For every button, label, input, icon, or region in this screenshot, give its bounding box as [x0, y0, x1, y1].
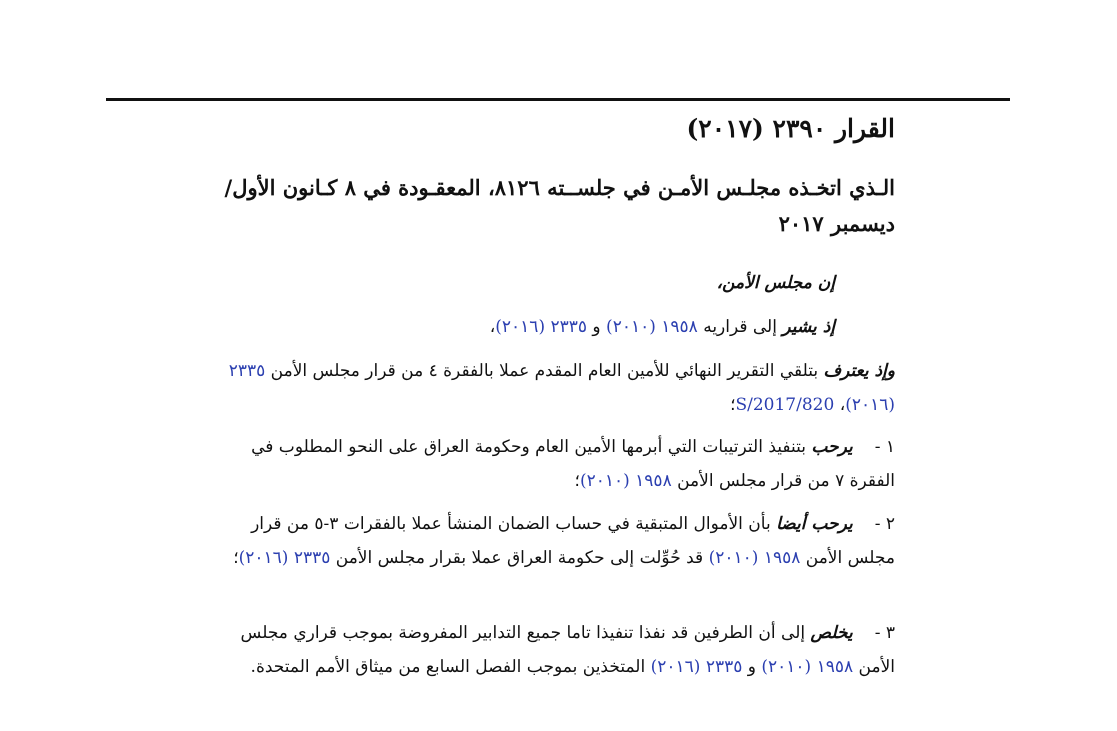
- operative-3-text: إلى أن الطرفين قد نفذا تنفيذا تاما جميع التدابير المفروضة بموجب قراري مجلس الأمن: [240, 623, 895, 677]
- preamble-2-mid: ،: [834, 395, 846, 415]
- preamble-2-ref-report[interactable]: S/2017/820: [735, 395, 835, 415]
- operative-3-ref-2335[interactable]: ٢٣٣٥ (٢٠١٦): [650, 657, 743, 677]
- operative-2-ref-1958[interactable]: ١٩٥٨ (٢٠١٠): [708, 548, 801, 568]
- operative-1-end: ؛: [574, 471, 580, 491]
- operative-3-end: المتخذين بموجب الفصل السابع من ميثاق الأمم المتحدة.: [250, 657, 651, 677]
- preamble-2-end: ؛: [730, 395, 736, 415]
- operative-1-text: بتنفيذ الترتيبات التي أبرمها الأمين العام وحكومة العراق على النحو المطلوب في الفقرة ٧ من قرار مجلس الأمن: [251, 437, 895, 491]
- preamble-2-text: بتلقي التقرير النهائي للأمين العام المقدم عملا بالفقرة ٤ من قرار مجلس الأمن: [265, 361, 824, 381]
- operative-1-number: ١ -: [874, 437, 895, 457]
- document-subtitle: الـذي اتخـذه مجلـس الأمـن في جلســته ٨١٢٦، المعقـودة في ٨ كـانون الأول/ ديسمبر ٢٠١٧: [224, 175, 895, 236]
- preamble-paragraph-1: [163, 310, 895, 344]
- operative-2-opener: يرحب أيضا: [776, 514, 853, 534]
- preamble-intro-text: إن مجلس الأمن،: [716, 273, 835, 293]
- operative-paragraph-2: [223, 507, 895, 575]
- operative-3-ref-1958[interactable]: ١٩٥٨ (٢٠١٠): [761, 657, 854, 677]
- operative-2-text: بأن الأموال المتبقية في حساب الضمان المنشأ عملا بالفقرات ٣-٥ من قرار مجلس الأمن: [251, 514, 895, 568]
- preamble-2-opener: وإذ يعترف: [823, 361, 895, 381]
- operative-1-opener: يرحب: [811, 437, 853, 457]
- preamble-1-end: ،: [489, 317, 496, 337]
- operative-paragraph-3: [223, 616, 895, 684]
- document-title: القرار ٢٣٩٠ (٢٠١٧): [686, 114, 895, 143]
- header-rule: [106, 98, 1010, 101]
- operative-2-end: ؛: [233, 548, 239, 568]
- preamble-1-opener: إذ يشير: [782, 317, 835, 337]
- preamble-1-ref-2335[interactable]: ٢٣٣٥ (٢٠١٦): [495, 317, 588, 337]
- operative-paragraph-1: [223, 430, 895, 498]
- operative-3-number: ٣ -: [874, 623, 895, 643]
- operative-3-opener: يخلص: [810, 623, 853, 643]
- preamble-intro: [163, 266, 895, 300]
- preamble-paragraph-2: [223, 354, 895, 422]
- operative-2-number: ٢ -: [874, 514, 895, 534]
- preamble-1-text: إلى قراريه: [697, 317, 783, 337]
- operative-3-mid: و: [742, 657, 762, 677]
- preamble-2-ref-2335[interactable]: ٢٣٣٥ (٢٠١٦): [228, 361, 895, 415]
- preamble-1-mid: و: [587, 317, 607, 337]
- operative-2-ref-2335[interactable]: ٢٣٣٥ (٢٠١٦): [238, 548, 331, 568]
- preamble-1-ref-1958[interactable]: ١٩٥٨ (٢٠١٠): [606, 317, 698, 337]
- operative-1-ref-1958[interactable]: ١٩٥٨ (٢٠١٠): [579, 471, 672, 491]
- operative-2-mid: قد حُوِّلت إلى حكومة العراق عملا بقرار مجلس الأمن: [330, 548, 709, 568]
